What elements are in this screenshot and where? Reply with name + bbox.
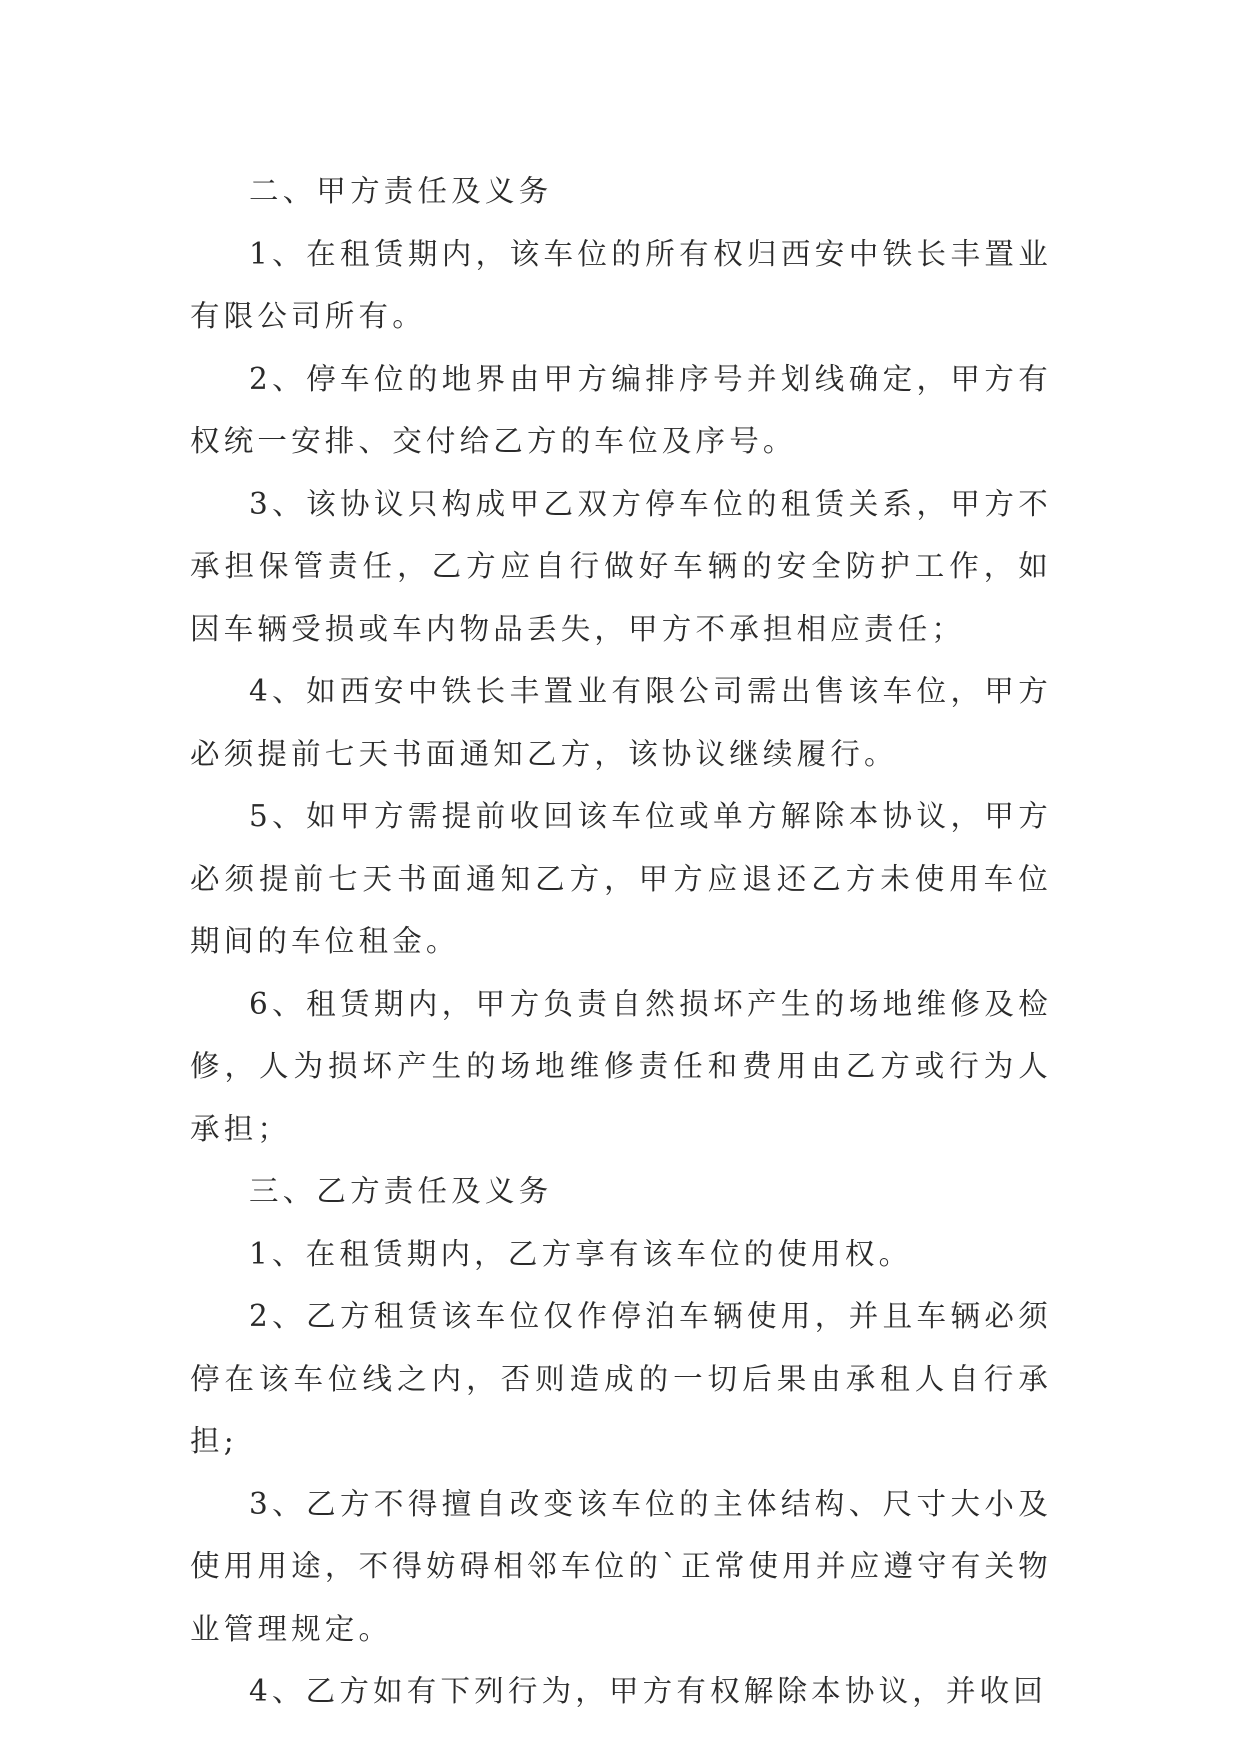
- clause-b2: 2、乙方租赁该车位仅作停泊车辆使用，并且车辆必须停在该车位线之内，否则造成的一切后果由承租人自行承担;: [190, 1299, 1052, 1458]
- clause-b1: 1、在租赁期内，乙方享有该车位的使用权。: [249, 1236, 913, 1271]
- clause-a3: 3、该协议只构成甲乙双方停车位的租赁关系，甲方不承担保管责任，乙方应自行做好车辆的安全防护工作，如因车辆受损或车内物品丢失，甲方不承担相应责任；: [190, 486, 1052, 646]
- clause-a2: 2、停车位的地界由甲方编排序号并划线确定，甲方有权统一安排、交付给乙方的车位及序号。: [190, 361, 1052, 458]
- clause-a1: 1、在租赁期内，该车位的所有权归西安中铁长丰置业有限公司所有。: [190, 236, 1052, 333]
- clause-a6: 6、租赁期内，甲方负责自然损坏产生的场地维修及检修，人为损坏产生的场地维修责任和费用由乙方或行为人承担；: [190, 986, 1052, 1146]
- section-heading-party-b: 三、乙方责任及义务: [249, 1174, 553, 1208]
- clause-a4: 4、如西安中铁长丰置业有限公司需出售该车位，甲方必须提前七天书面通知乙方，该协议继续履行。: [190, 674, 1052, 771]
- section-heading-party-a: 二、甲方责任及义务: [249, 174, 553, 208]
- clause-b4: 4、乙方如有下列行为，甲方有权解除本协议，并收回: [249, 1674, 1048, 1708]
- clause-b3: 3、乙方不得擅自改变该车位的主体结构、尺寸大小及使用用途，不得妨碍相邻车位的`正常使用并应遵守有关物业管理规定。: [190, 1486, 1052, 1646]
- clause-a5: 5、如甲方需提前收回该车位或单方解除本协议，甲方必须提前七天书面通知乙方，甲方应退还乙方未使用车位期间的车位租金。: [190, 799, 1052, 958]
- document-body: [190, 160, 1052, 1723]
